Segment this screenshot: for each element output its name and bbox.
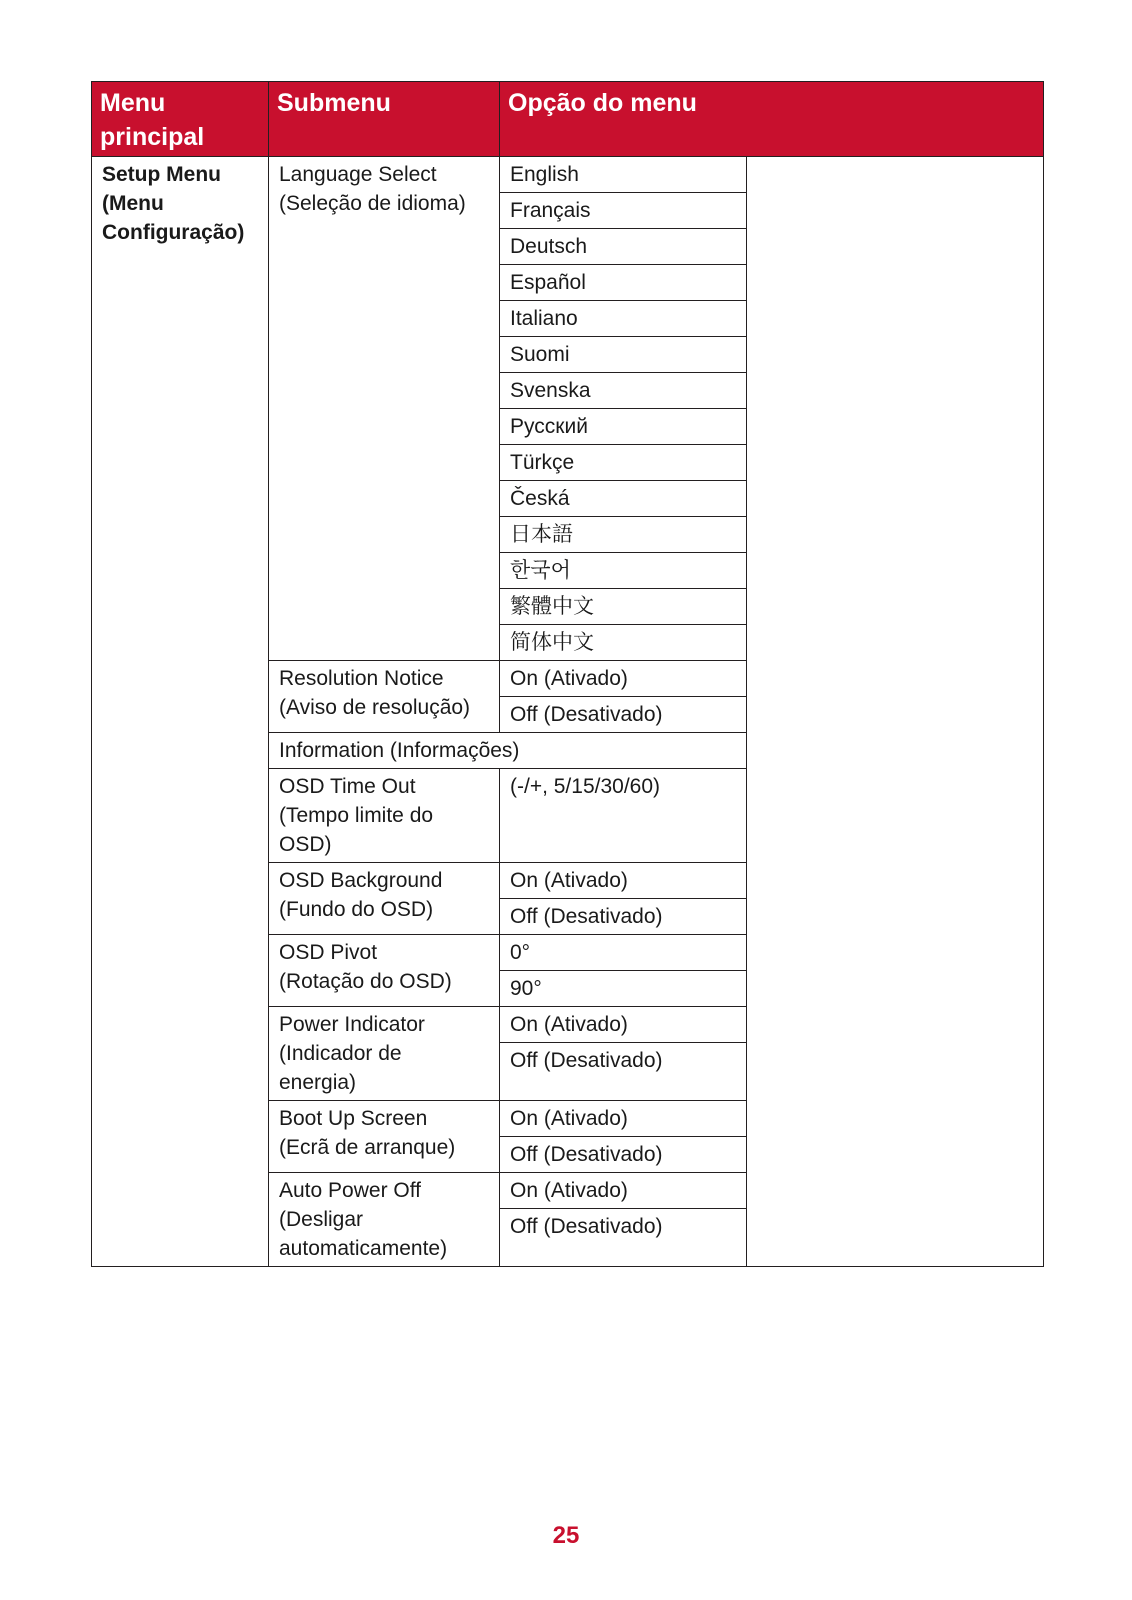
submenu-osd-pivot [269, 935, 500, 1007]
submenu-line: Power Indicator [279, 1013, 425, 1036]
submenu-line: OSD Time Out [279, 775, 416, 798]
option-cell: On (Ativado) [500, 1173, 747, 1209]
main-menu-line: Configuração) [102, 221, 245, 244]
option-cell: Suomi [500, 337, 747, 373]
submenu-power-indicator [269, 1007, 500, 1101]
submenu-line: (Ecrã de arranque) [279, 1136, 456, 1159]
option-cell: Türkçe [500, 445, 747, 481]
option-cell: Français [500, 193, 747, 229]
page-number: 25 [552, 1522, 580, 1549]
option-cell: 繁體中文 [500, 589, 747, 625]
option-cell: Off (Desativado) [500, 697, 747, 733]
submenu-auto-power-off [269, 1173, 500, 1267]
header-main-menu: Menu principal [92, 82, 269, 157]
option-cell: Svenska [500, 373, 747, 409]
submenu-line: OSD Pivot [279, 941, 378, 964]
submenu-osd-background [269, 863, 500, 935]
option-cell: 0° [500, 935, 747, 971]
table-row [92, 157, 1044, 193]
blank-cell [747, 157, 1044, 1267]
submenu-line: OSD) [279, 833, 332, 856]
submenu-information: Information (Informações) [269, 733, 747, 769]
submenu-line: Boot Up Screen [279, 1107, 428, 1130]
submenu-line: (Tempo limite do [279, 804, 434, 827]
submenu-line: Resolution Notice [279, 667, 444, 690]
submenu-line: automaticamente) [279, 1237, 448, 1260]
submenu-line: OSD Background [279, 869, 443, 892]
option-cell: English [500, 157, 747, 193]
submenu-line: (Fundo do OSD) [279, 898, 434, 921]
submenu-line: (Desligar [279, 1208, 364, 1231]
option-cell: Off (Desativado) [500, 899, 747, 935]
option-cell: Česká [500, 481, 747, 517]
main-menu-line: Setup Menu [102, 163, 221, 186]
main-menu-cell [92, 157, 269, 1267]
option-cell: On (Ativado) [500, 863, 747, 899]
setup-menu-table [91, 81, 1044, 1267]
submenu-line: (Seleção de idioma) [279, 192, 466, 215]
table-header-row [92, 82, 1044, 157]
main-menu-line: (Menu [102, 192, 164, 215]
submenu-line: energia) [279, 1071, 357, 1094]
option-cell: 한국어 [500, 553, 747, 589]
option-cell: Off (Desativado) [500, 1137, 747, 1173]
option-cell: Español [500, 265, 747, 301]
option-cell: Italiano [500, 301, 747, 337]
submenu-resolution-notice [269, 661, 500, 733]
submenu-boot-up-screen [269, 1101, 500, 1173]
header-submenu: Submenu [269, 82, 500, 157]
submenu-osd-time-out [269, 769, 500, 863]
submenu-line: (Rotação do OSD) [279, 970, 452, 993]
submenu-language-select [269, 157, 500, 661]
option-cell: On (Ativado) [500, 1101, 747, 1137]
option-cell: Deutsch [500, 229, 747, 265]
header-menu-option: Opção do menu [500, 82, 1044, 157]
option-cell: Русский [500, 409, 747, 445]
option-cell: 日本語 [500, 517, 747, 553]
submenu-line: (Indicador de [279, 1042, 402, 1065]
submenu-line: Auto Power Off [279, 1179, 422, 1202]
option-cell: Off (Desativado) [500, 1209, 747, 1267]
option-cell: Off (Desativado) [500, 1043, 747, 1101]
option-cell: 简体中文 [500, 625, 747, 661]
option-cell: (-/+, 5/15/30/60) [500, 769, 747, 863]
option-cell: On (Ativado) [500, 661, 747, 697]
submenu-line: Language Select [279, 163, 437, 186]
option-cell: 90° [500, 971, 747, 1007]
submenu-line: (Aviso de resolução) [279, 696, 471, 719]
option-cell: On (Ativado) [500, 1007, 747, 1043]
